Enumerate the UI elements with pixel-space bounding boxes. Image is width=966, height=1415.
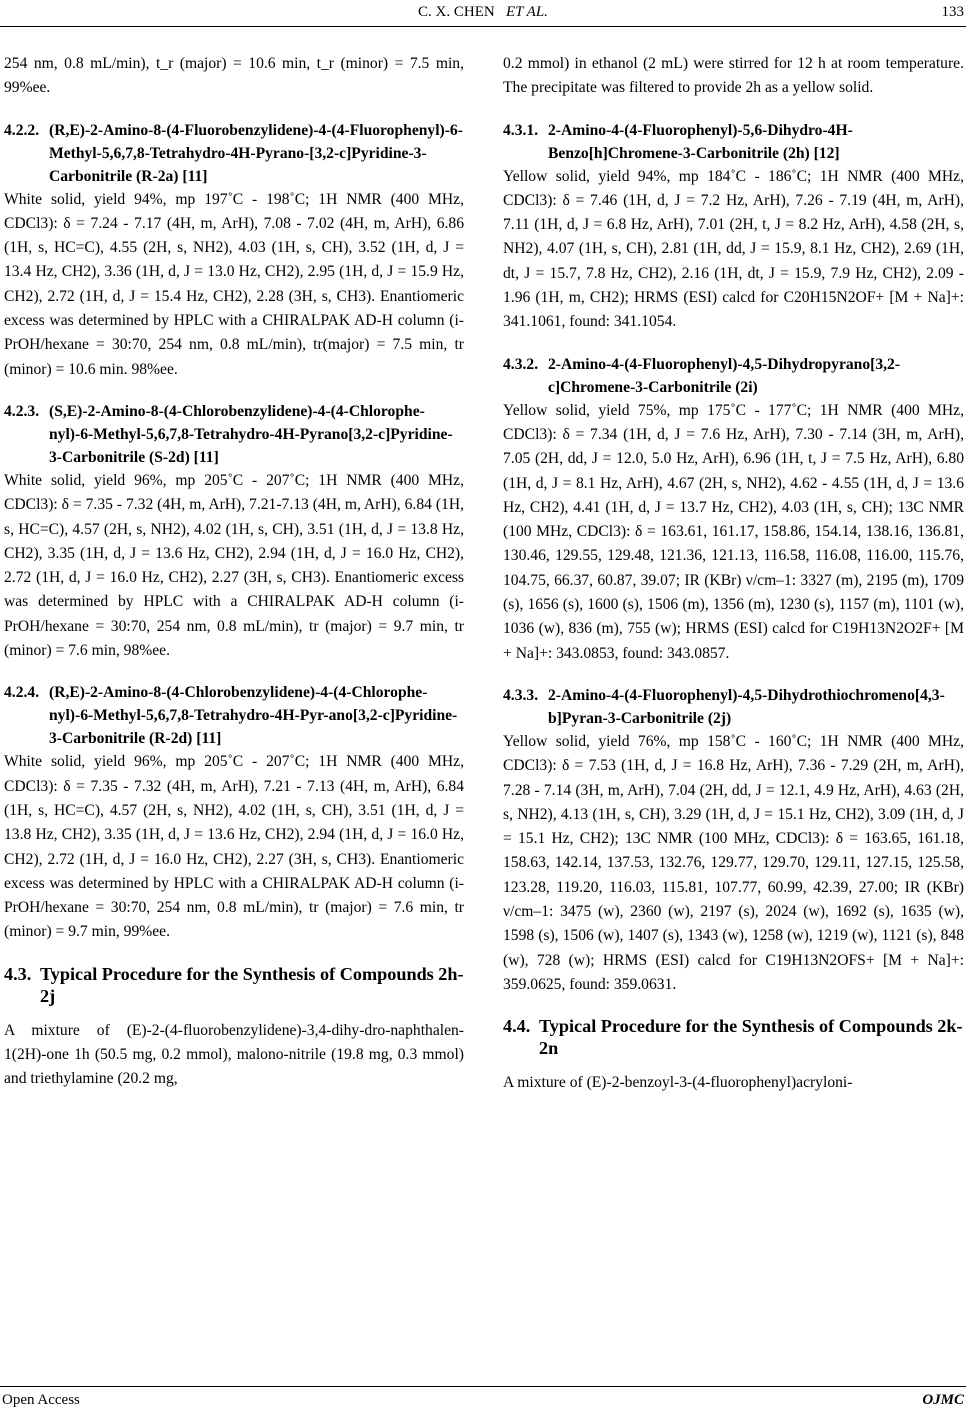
section-heading-4-2-4: 4.2.4. (R,E)-2-Amino-8-(4-Chlorobenzylidene)-4-(4-Chlorophe-nyl)-6-Methyl-5,6,7,8-Tetrahydro-4H-Pyr-ano[3,2-c]Pyridine-3-Carbonitrile (R-2d) [11] bbox=[4, 684, 458, 748]
section-text-4-4: A mixture of (E)-2-benzoyl-3-(4-fluorophenyl)acryloni- bbox=[503, 1074, 853, 1092]
section-text-4-2-2: White solid, yield 94%, mp 197˚C - 198˚C; 1H NMR (400 MHz, CDCl3): δ = 7.24 - 7.17 (4H, m, ArH), 7.08 - 7.02 (4H, m, ArH), 6.86 (1H, s, HC=C), 4.55 (2H, s, NH2), 4.03 (1H, s, CH), 3.52 (1H, d, J = 13.4 Hz, CH2), 3.36 (1H, d, J = 13.0 Hz, CH2), 2.95 (1H, d, J = 15.9 Hz, CH2), 2.72 (1H, d, J = 15.4 Hz, CH2), 2.28 (3H, s, CH3). Enantiomeric excess was determined by HPLC with a CHIRALPAK AD-H column (i-PrOH/hexane = 30:70, 254 nm, 0.8 mL/min), tr(major) = 7.5 min, tr (minor) = 10.6 min. 98%ee. bbox=[4, 190, 464, 378]
left-column bbox=[4, 52, 464, 1092]
section-heading-4-4: 4.4. Typical Procedure for the Synthesis of Compounds 2k-2n bbox=[503, 1016, 963, 1059]
footer-open-access: Open Access bbox=[2, 1392, 80, 1408]
section-text-4-2-3: White solid, yield 96%, mp 205˚C - 207˚C; 1H NMR (400 MHz, CDCl3): δ = 7.35 - 7.32 (4H, m, ArH), 7.21-7.13 (4H, m, ArH), 6.84 (1H, s, HC=C), 4.57 (2H, s, NH2), 4.02 (1H, s, CH), 3.51 (1H, d, J = 13.8 Hz, CH2), 3.35 (1H, d, J = 13.6 Hz, CH2), 2.94 (1H, d, J = 16.0 Hz, CH2), 2.72 (1H, d, J = 16.0 Hz, CH2), 2.27 (3H, s, CH3). Enantiomeric excess was determined by HPLC with a CHIRALPAK AD-H column (i-PrOH/hexane = 30:70, 254 nm, 0.8 mL/min), tr (major) = 9.7 min, tr (minor) = 7.6 min, 98%ee. bbox=[4, 471, 464, 660]
section-heading-4-3: 4.3. Typical Procedure for the Synthesis of Compounds 2h-2j bbox=[4, 963, 464, 1006]
section-text-4-3-1: Yellow solid, yield 94%, mp 184˚C - 186˚C; 1H NMR (400 MHz, CDCl3): δ = 7.46 (1H, d, J = 7.2 Hz, ArH), 7.26 - 7.19 (4H, m, ArH), 7.11 (1H, d, J = 6.8 Hz, ArH), 7.01 (2H, t, J = 8.2 Hz, ArH), 4.58 (2H, s, NH2), 4.07 (1H, s, CH), 2.81 (1H, dd, J = 15.9, 8.1 Hz, CH2), 2.69 (1H, dt, J = 15.7, 7.8 Hz, CH2), 2.16 (1H, dt, J = 15.9, 7.9 Hz, CH2), 2.09 - 1.96 (1H, m, CH2); HRMS (ESI) calcd for C20H15N2OF+ [M + Na]+: 341.1061, found: 341.1054. bbox=[503, 167, 964, 331]
footer-journal: OJMC bbox=[922, 1392, 964, 1408]
section-text-4-2-4: White solid, yield 96%, mp 205˚C - 207˚C; 1H NMR (400 MHz, CDCl3): δ = 7.35 - 7.32 (4H, m, ArH), 7.21 - 7.13 (4H, m, ArH), 6.84 (1H, s, HC=C), 4.57 (2H, s, NH2), 4.02 (1H, s, CH), 3.51 (1H, d, J = 13.8 Hz, CH2), 3.35 (1H, d, J = 13.6 Hz, CH2), 2.94 (1H, d, J = 16.0 Hz, CH2), 2.72 (1H, d, J = 16.0 Hz, CH2), 2.27 (3H, s, CH3). Enantiomeric excess was determined by HPLC with a CHIRALPAK AD-H column (i-PrOH/hexane = 30:70, 254 nm, 0.8 mL/min), tr (major) = 7.6 min, tr (minor) = 9.7 min, 99%ee. bbox=[4, 753, 464, 941]
running-title: C. X. CHEN ET AL. bbox=[418, 4, 548, 20]
section-heading-4-3-3: 4.3.3. 2-Amino-4-(4-Fluorophenyl)-4,5-Dihydrothiochromeno[4,3-b]Pyran-3-Carbonitrile (2j) bbox=[503, 686, 945, 727]
paragraph-continuation: 254 nm, 0.8 mL/min), t_r (major) = 10.6 min, t_r (minor) = 7.5 min, 99%ee. bbox=[4, 55, 464, 97]
section-heading-4-3-1: 4.3.1. 2-Amino-4-(4-Fluorophenyl)-5,6-Dihydro-4H-Benzo[h]Chromene-3-Carbonitrile (2h) [12] bbox=[503, 121, 853, 162]
right-column bbox=[503, 52, 964, 1096]
section-heading-4-2-3: 4.2.3. (S,E)-2-Amino-8-(4-Chlorobenzylidene)-4-(4-Chlorophe-nyl)-6-Methyl-5,6,7,8-Tetrahydro-4H-Pyrano[3,2-c]Pyridine-3-Carbonitrile (S-2d) [11] bbox=[4, 402, 453, 466]
page-footer bbox=[0, 1386, 966, 1415]
paragraph-continuation-right: 0.2 mmol) in ethanol (2 mL) were stirred for 12 h at room temperature. The precipitate was filtered to provide 2h as a yellow solid. bbox=[503, 55, 964, 97]
running-header bbox=[0, 0, 966, 27]
section-heading-4-3-2: 4.3.2. 2-Amino-4-(4-Fluorophenyl)-4,5-Dihydropyrano[3,2-c]Chromene-3-Carbonitrile (2i) bbox=[503, 355, 901, 396]
section-heading-4-2-2: 4.2.2. (R,E)-2-Amino-8-(4-Fluorobenzylidene)-4-(4-Fluorophenyl)-6-Methyl-5,6,7,8-Tetrahydro-4H-Pyrano-[3,2-c]Pyridine-3-Carbonitrile (R-2a) [11] bbox=[4, 121, 463, 185]
page-number: 133 bbox=[941, 4, 964, 20]
section-text-4-3-2: Yellow solid, yield 75%, mp 175˚C - 177˚C; 1H NMR (400 MHz, CDCl3): δ = 7.34 (1H, d, J = 7.6 Hz, ArH), 7.30 - 7.14 (3H, m, ArH), 7.05 (2H, dd, J = 12.0, 5.0 Hz, ArH), 6.96 (1H, t, J = 7.5 Hz, ArH), 6.80 (1H, d, J = 8.1 Hz, ArH), 4.67 (2H, s, NH2), 4.62 - 4.55 (1H, d, J = 13.6 Hz, CH2), 4.41 (1H, d, J = 13.7 Hz, CH2), 4.03 (1H, s, CH); 13C NMR (100 MHz, CDCl3): δ = 163.61, 161.17, 158.86, 154.14, 138.16, 136.81, 130.46, 129.55, 129.48, 121.36, 121.13, 116.58, 116.08, 116.00, 115.76, 104.75, 66.37, 60.87, 39.07; IR (KBr) ν/cm–1: 3327 (m), 2195 (m), 1709 (s), 1656 (s), 1600 (s), 1506 (m), 1356 (m), 1230 (s), 1157 (m), 1101 (w), 1036 (w), 836 (m), 755 (w); HRMS (ESI) calcd for C19H13N2O2F+ [M + Na]+: 343.0853, found: 343.0857. bbox=[503, 401, 964, 662]
section-text-4-3: A mixture of (E)-2-(4-fluorobenzylidene)-3,4-dihy-dro-naphthalen-1(2H)-one 1h (50.5 mg, 0.2 mmol), malono-nitrile (19.8 mg, 0.3 mmol) and triethylamine (20.2 mg, bbox=[4, 1021, 464, 1088]
section-text-4-3-3: Yellow solid, yield 76%, mp 158˚C - 160˚C; 1H NMR (400 MHz, CDCl3): δ = 7.53 (1H, d, J = 16.8 Hz, ArH), 7.36 - 7.29 (2H, m, ArH), 7.28 - 7.14 (3H, m, ArH), 7.04 (2H, dd, J = 12.1, 4.9 Hz, ArH), 4.63 (2H, s, NH2), 4.13 (1H, s, CH), 3.29 (1H, d, J = 15.1 Hz, CH2), 3.09 (1H, d, J = 15.1 Hz, CH2); 13C NMR (100 MHz, CDCl3): δ = 163.65, 161.18, 158.63, 142.14, 137.53, 132.76, 129.77, 129.70, 129.11, 127.15, 125.58, 123.28, 119.20, 116.03, 115.81, 107.77, 60.99, 42.39, 27.00; IR (KBr) ν/cm–1: 3475 (w), 2360 (w), 2197 (s), 2024 (w), 1692 (s), 1635 (w), 1598 (s), 1506 (w), 1407 (s), 1343 (w), 1258 (w), 1219 (w), 1121 (s), 848 (w), 728 (w); HRMS (ESI) calcd for C19H13N2OFS+ [M + Na]+: 359.0625, found: 359.0631. bbox=[503, 732, 964, 993]
